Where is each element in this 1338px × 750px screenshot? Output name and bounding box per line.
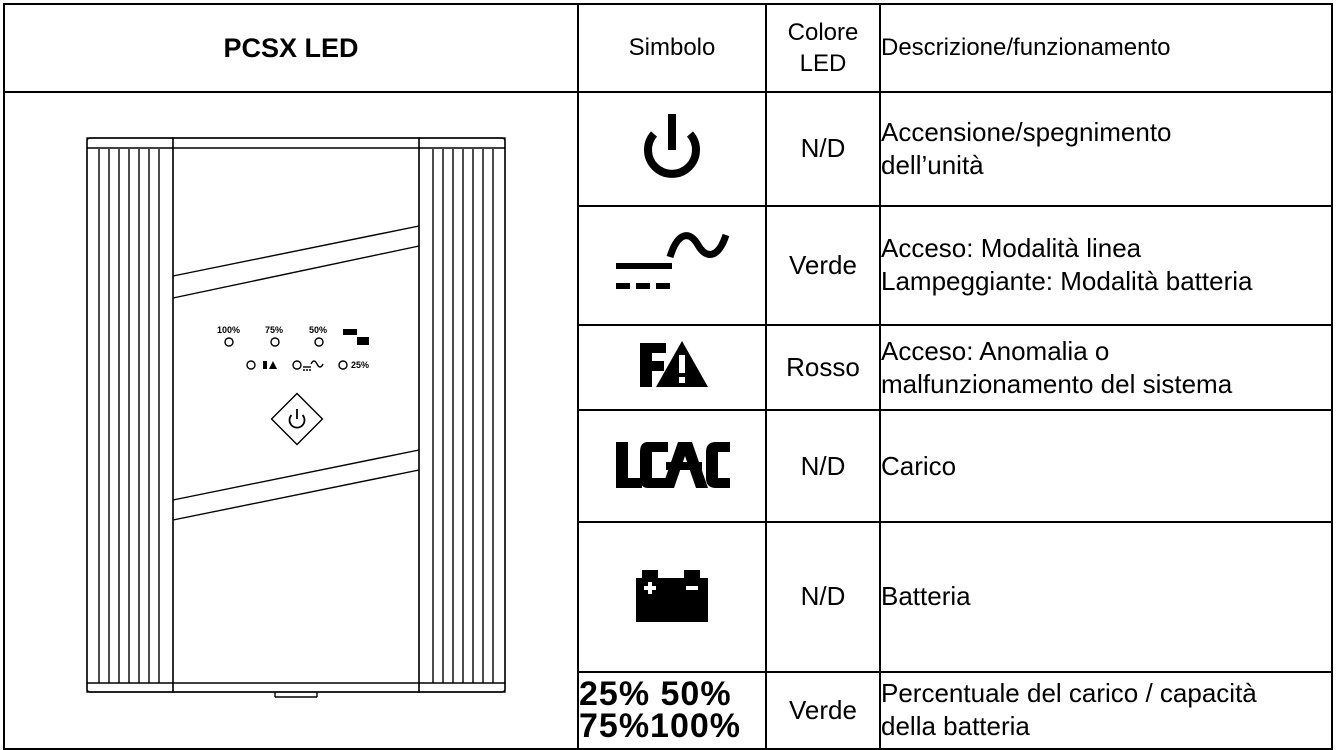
row-description: Batteria (880, 522, 1332, 672)
row-desc-line1: Acceso: Modalità linea (881, 233, 1142, 264)
line-mode-icon (612, 223, 732, 303)
ups-illustration (5, 93, 577, 743)
fault-symbol-cell (578, 325, 766, 410)
row-desc-line2: della batteria (881, 711, 1030, 742)
percent-line1: 25% 50% (579, 675, 732, 714)
header-model: PCSX LED (4, 4, 578, 92)
row-desc-line2: dell’unità (881, 149, 984, 180)
row-desc-line1: Percentuale del carico / capacità (881, 678, 1257, 709)
row-desc-line1: Acceso: Anomalia o (881, 335, 1110, 366)
row-color: N/D (766, 92, 880, 206)
panel-led-75: 75% (265, 325, 284, 335)
fault-icon (632, 337, 712, 393)
row-desc-line2: Lampeggiante: Modalità batteria (881, 266, 1253, 297)
row-color: Verde (766, 206, 880, 326)
battery-symbol-cell (578, 522, 766, 672)
battery-icon (632, 564, 712, 624)
header-color-line1: Colore (787, 19, 859, 46)
row-desc-line2: malfunzionamento del sistema (881, 368, 1233, 399)
panel-led-50: 50% (309, 325, 328, 335)
row-color: Rosso (766, 325, 880, 410)
row-description (880, 672, 1332, 749)
panel-led-25: 25% (351, 360, 370, 370)
row-description (880, 92, 1332, 206)
header-row (4, 4, 1332, 92)
row-description: Carico (880, 410, 1332, 522)
led-table (3, 3, 1333, 750)
load-icon (612, 436, 732, 492)
line-mode-symbol-cell (578, 206, 766, 326)
percent-symbol-cell (578, 672, 766, 749)
header-symbol: Simbolo (578, 4, 766, 92)
power-icon (632, 106, 712, 186)
header-color (766, 4, 880, 92)
percent-line2: 75%100% (579, 707, 742, 746)
row-color: N/D (766, 410, 880, 522)
load-symbol-cell (578, 410, 766, 522)
row-color: N/D (766, 522, 880, 672)
row-description (880, 206, 1332, 326)
power-symbol-cell (578, 92, 766, 206)
header-description: Descrizione/funzionamento (880, 4, 1332, 92)
panel-led-100: 100% (217, 325, 241, 335)
ups-front-drawing (4, 92, 578, 749)
row-desc-line1: Accensione/spegnimento (881, 116, 1172, 147)
table-row (4, 92, 1332, 206)
row-description (880, 325, 1332, 410)
row-color: Verde (766, 672, 880, 749)
header-color-line2: LED (799, 50, 847, 77)
